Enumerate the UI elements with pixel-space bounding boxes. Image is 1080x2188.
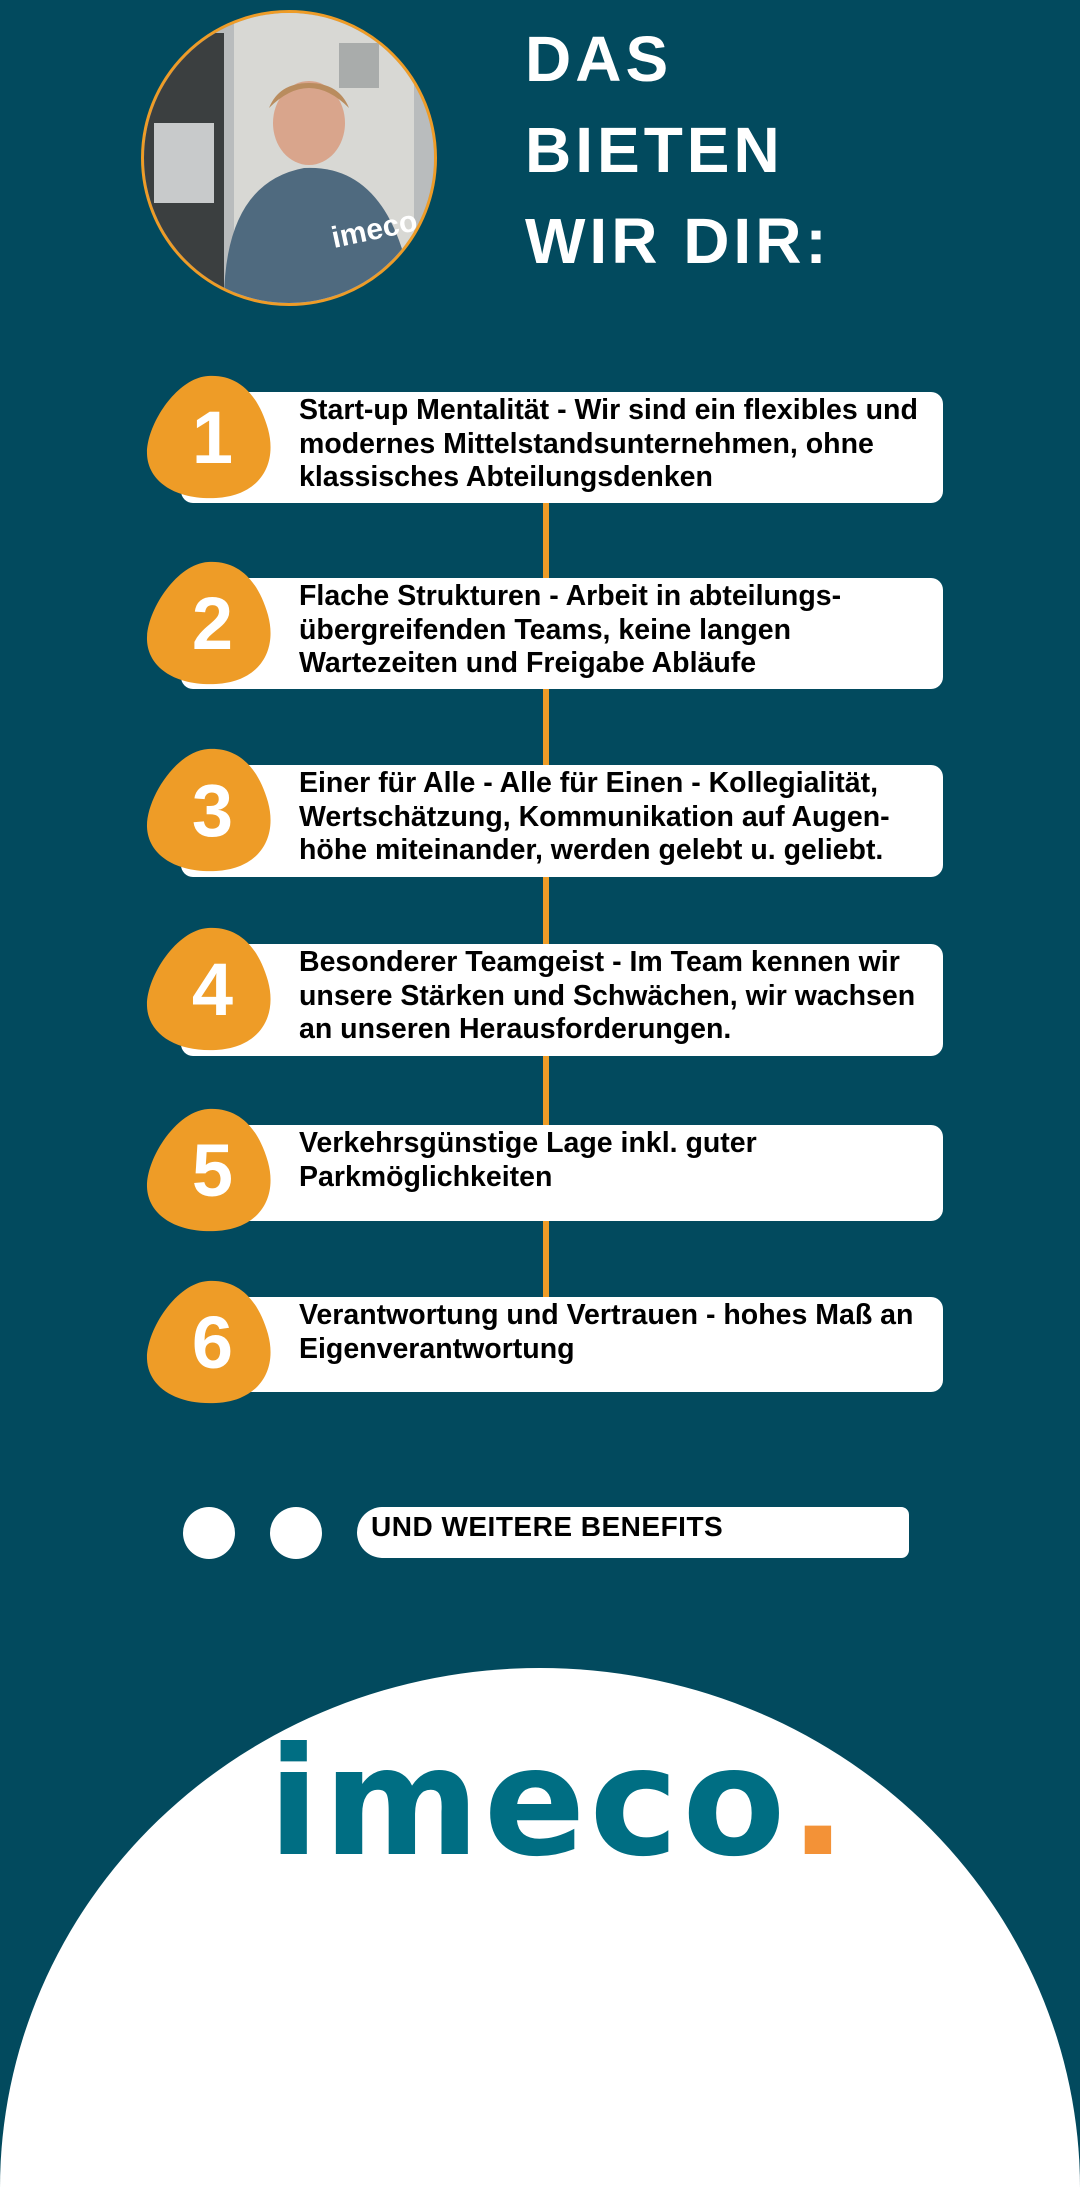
title-line: DAS <box>525 23 673 95</box>
benefit-card <box>181 1125 943 1221</box>
number-badge <box>146 1279 279 1405</box>
benefit-text: Flache Strukturen - Arbeit in abteilungs-übergreifenden Teams, keine langen Wartezeiten und Freigabe Abläufe <box>299 580 842 679</box>
number-badge <box>146 747 279 873</box>
ellipsis-dot <box>183 1507 235 1559</box>
svg-text:imeco: imeco <box>328 204 421 255</box>
benefit-text: Start-up Mentalität - Wir sind ein flexibles und modernes Mittelstandsunternehmen, ohne klassisches Abteilungsdenken <box>299 394 918 493</box>
benefit-number: 1 <box>191 395 234 479</box>
more-benefits-label: UND WEITERE BENEFITS <box>371 1511 724 1542</box>
photo-illustration <box>144 13 434 303</box>
benefit-number: 3 <box>191 768 234 852</box>
employee-photo <box>141 10 437 306</box>
benefit-number: 4 <box>191 947 234 1031</box>
benefit-card <box>181 765 943 877</box>
ellipsis-dot <box>270 1507 322 1559</box>
benefit-text: Verkehrsgünstige Lage inkl. guter Parkmöglichkeiten <box>299 1127 757 1193</box>
number-badge <box>146 374 279 500</box>
imeco-logo <box>268 1716 851 1890</box>
number-badge <box>146 926 279 1052</box>
number-badge <box>146 560 279 686</box>
benefit-text: Besonderer Teamgeist - Im Team kennen wir unsere Stärken und Schwächen, wir wachsen an unseren Herausforderungen. <box>299 946 916 1045</box>
benefit-card <box>181 578 943 689</box>
benefit-card <box>181 1297 943 1392</box>
logo-dot: . <box>789 1716 851 1890</box>
logo-text: imeco <box>268 1716 790 1890</box>
title-line: BIETEN <box>525 114 784 186</box>
benefit-number: 6 <box>191 1300 234 1384</box>
benefit-text: Verantwortung und Vertrauen - hohes Maß an Eigenverantwortung <box>299 1299 914 1365</box>
benefit-card <box>181 944 943 1056</box>
page-title <box>525 14 831 287</box>
title-line: WIR DIR: <box>525 205 831 277</box>
number-badge <box>146 1107 279 1233</box>
benefit-text: Einer für Alle - Alle für Einen - Kollegialität, Wertschätzung, Kommunikation auf Augen-höhe miteinander, werden gelebt u. geliebt. <box>299 767 890 866</box>
more-benefits-banner <box>357 1507 909 1558</box>
benefit-card <box>181 392 943 503</box>
benefit-number: 5 <box>191 1128 234 1212</box>
benefit-number: 2 <box>191 581 234 665</box>
